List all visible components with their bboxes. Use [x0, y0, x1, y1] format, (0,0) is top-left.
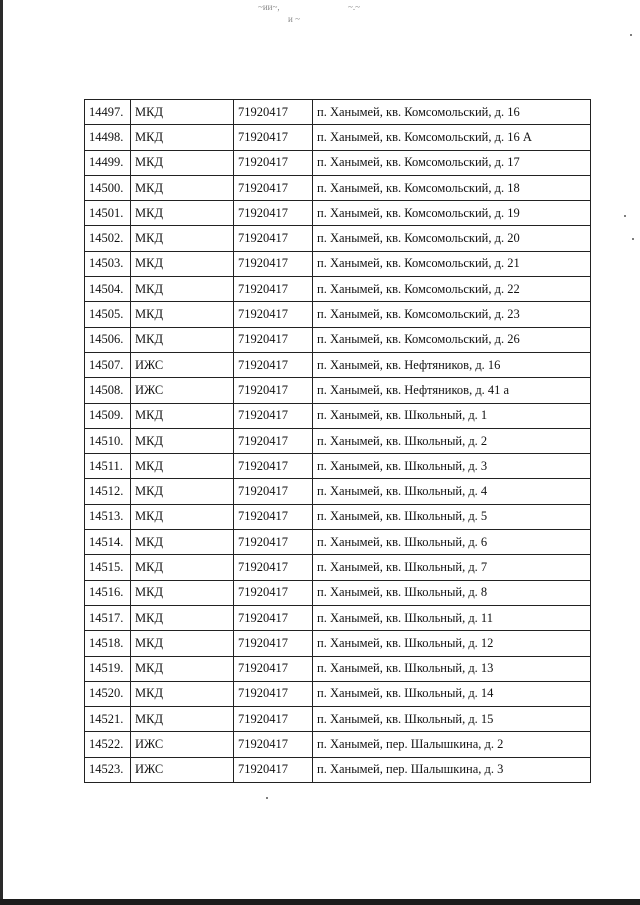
oktmo-code-cell: 71920417 — [234, 454, 313, 479]
row-number-cell: 14519. — [85, 656, 131, 681]
oktmo-code-cell: 71920417 — [234, 150, 313, 175]
row-number-cell: 14522. — [85, 732, 131, 757]
table-row — [85, 707, 591, 732]
oktmo-code-cell: 71920417 — [234, 428, 313, 453]
building-type-cell: МКД — [131, 403, 234, 428]
row-number-cell: 14521. — [85, 707, 131, 732]
table-row — [85, 201, 591, 226]
row-number-cell: 14497. — [85, 100, 131, 125]
oktmo-code-cell: 71920417 — [234, 125, 313, 150]
row-number-cell: 14500. — [85, 175, 131, 200]
address-cell: п. Ханымей, кв. Школьный, д. 4 — [313, 479, 591, 504]
address-cell: п. Ханымей, кв. Школьный, д. 13 — [313, 656, 591, 681]
table-row — [85, 100, 591, 125]
table-row — [85, 454, 591, 479]
oktmo-code-cell: 71920417 — [234, 277, 313, 302]
table-row — [85, 378, 591, 403]
table-row — [85, 656, 591, 681]
table-row — [85, 504, 591, 529]
building-type-cell: ИЖС — [131, 378, 234, 403]
row-number-cell: 14502. — [85, 226, 131, 251]
table-row — [85, 150, 591, 175]
row-number-cell: 14511. — [85, 454, 131, 479]
row-number-cell: 14523. — [85, 757, 131, 782]
table-row — [85, 251, 591, 276]
table-row — [85, 479, 591, 504]
building-type-cell: ИЖС — [131, 352, 234, 377]
oktmo-code-cell: 71920417 — [234, 352, 313, 377]
building-type-cell: МКД — [131, 251, 234, 276]
table-row — [85, 403, 591, 428]
oktmo-code-cell: 71920417 — [234, 580, 313, 605]
table-row — [85, 631, 591, 656]
building-type-cell: МКД — [131, 327, 234, 352]
table-row — [85, 175, 591, 200]
address-cell: п. Ханымей, кв. Нефтяников, д. 16 — [313, 352, 591, 377]
table-row — [85, 605, 591, 630]
row-number-cell: 14510. — [85, 428, 131, 453]
address-cell: п. Ханымей, кв. Комсомольский, д. 16 — [313, 100, 591, 125]
table-row — [85, 302, 591, 327]
row-number-cell: 14503. — [85, 251, 131, 276]
row-number-cell: 14516. — [85, 580, 131, 605]
address-cell: п. Ханымей, кв. Комсомольский, д. 23 — [313, 302, 591, 327]
table-row — [85, 530, 591, 555]
address-cell: п. Ханымей, пер. Шалышкина, д. 3 — [313, 757, 591, 782]
header-scan-mark: ~ии~, — [258, 2, 280, 12]
row-number-cell: 14520. — [85, 681, 131, 706]
address-cell: п. Ханымей, кв. Школьный, д. 2 — [313, 428, 591, 453]
address-cell: п. Ханымей, кв. Школьный, д. 5 — [313, 504, 591, 529]
oktmo-code-cell: 71920417 — [234, 605, 313, 630]
building-type-cell: МКД — [131, 707, 234, 732]
row-number-cell: 14514. — [85, 530, 131, 555]
scan-speck — [624, 215, 626, 217]
building-type-cell: МКД — [131, 555, 234, 580]
table-row — [85, 352, 591, 377]
row-number-cell: 14501. — [85, 201, 131, 226]
address-cell: п. Ханымей, кв. Школьный, д. 11 — [313, 605, 591, 630]
address-cell: п. Ханымей, кв. Школьный, д. 6 — [313, 530, 591, 555]
building-type-cell: МКД — [131, 150, 234, 175]
building-type-cell: МКД — [131, 100, 234, 125]
table-row — [85, 757, 591, 782]
table-row — [85, 555, 591, 580]
table-row — [85, 327, 591, 352]
address-cell: п. Ханымей, кв. Школьный, д. 12 — [313, 631, 591, 656]
oktmo-code-cell: 71920417 — [234, 555, 313, 580]
oktmo-code-cell: 71920417 — [234, 479, 313, 504]
table-row — [85, 428, 591, 453]
address-cell: п. Ханымей, пер. Шалышкина, д. 2 — [313, 732, 591, 757]
header-scan-mark: и ~ — [288, 14, 300, 24]
address-cell: п. Ханымей, кв. Школьный, д. 8 — [313, 580, 591, 605]
building-type-cell: МКД — [131, 201, 234, 226]
scan-speck — [632, 238, 634, 240]
oktmo-code-cell: 71920417 — [234, 251, 313, 276]
oktmo-code-cell: 71920417 — [234, 226, 313, 251]
address-cell: п. Ханымей, кв. Комсомольский, д. 21 — [313, 251, 591, 276]
address-cell: п. Ханымей, кв. Школьный, д. 14 — [313, 681, 591, 706]
row-number-cell: 14506. — [85, 327, 131, 352]
oktmo-code-cell: 71920417 — [234, 530, 313, 555]
oktmo-code-cell: 71920417 — [234, 656, 313, 681]
building-type-cell: МКД — [131, 580, 234, 605]
building-type-cell: МКД — [131, 454, 234, 479]
oktmo-code-cell: 71920417 — [234, 327, 313, 352]
address-cell: п. Ханымей, кв. Школьный, д. 1 — [313, 403, 591, 428]
row-number-cell: 14505. — [85, 302, 131, 327]
oktmo-code-cell: 71920417 — [234, 100, 313, 125]
building-type-cell: МКД — [131, 605, 234, 630]
building-type-cell: МКД — [131, 125, 234, 150]
row-number-cell: 14499. — [85, 150, 131, 175]
building-type-cell: ИЖС — [131, 732, 234, 757]
oktmo-code-cell: 71920417 — [234, 302, 313, 327]
address-cell: п. Ханымей, кв. Школьный, д. 7 — [313, 555, 591, 580]
address-cell: п. Ханымей, кв. Школьный, д. 15 — [313, 707, 591, 732]
row-number-cell: 14515. — [85, 555, 131, 580]
building-type-cell: МКД — [131, 504, 234, 529]
oktmo-code-cell: 71920417 — [234, 732, 313, 757]
oktmo-code-cell: 71920417 — [234, 175, 313, 200]
oktmo-code-cell: 71920417 — [234, 707, 313, 732]
oktmo-code-cell: 71920417 — [234, 201, 313, 226]
row-number-cell: 14513. — [85, 504, 131, 529]
address-cell: п. Ханымей, кв. Школьный, д. 3 — [313, 454, 591, 479]
address-cell: п. Ханымей, кв. Комсомольский, д. 18 — [313, 175, 591, 200]
address-cell: п. Ханымей, кв. Комсомольский, д. 19 — [313, 201, 591, 226]
oktmo-code-cell: 71920417 — [234, 403, 313, 428]
row-number-cell: 14512. — [85, 479, 131, 504]
building-type-cell: МКД — [131, 428, 234, 453]
scan-bottom-edge — [0, 899, 640, 905]
address-cell: п. Ханымей, кв. Комсомольский, д. 16 А — [313, 125, 591, 150]
oktmo-code-cell: 71920417 — [234, 757, 313, 782]
oktmo-code-cell: 71920417 — [234, 378, 313, 403]
row-number-cell: 14504. — [85, 277, 131, 302]
oktmo-code-cell: 71920417 — [234, 681, 313, 706]
building-type-cell: МКД — [131, 681, 234, 706]
table-row — [85, 681, 591, 706]
oktmo-code-cell: 71920417 — [234, 504, 313, 529]
building-type-cell: МКД — [131, 302, 234, 327]
building-type-cell: МКД — [131, 530, 234, 555]
table-row — [85, 125, 591, 150]
building-type-cell: МКД — [131, 226, 234, 251]
row-number-cell: 14509. — [85, 403, 131, 428]
row-number-cell: 14507. — [85, 352, 131, 377]
address-cell: п. Ханымей, кв. Комсомольский, д. 26 — [313, 327, 591, 352]
table-row — [85, 732, 591, 757]
row-number-cell: 14518. — [85, 631, 131, 656]
table-row — [85, 580, 591, 605]
address-cell: п. Ханымей, кв. Комсомольский, д. 22 — [313, 277, 591, 302]
building-type-cell: ИЖС — [131, 757, 234, 782]
table-row — [85, 226, 591, 251]
building-type-cell: МКД — [131, 277, 234, 302]
address-cell: п. Ханымей, кв. Нефтяников, д. 41 а — [313, 378, 591, 403]
building-type-cell: МКД — [131, 175, 234, 200]
scan-speck — [266, 797, 268, 799]
scan-left-edge — [0, 0, 3, 905]
header-scan-mark: ~.~ — [348, 2, 360, 12]
row-number-cell: 14517. — [85, 605, 131, 630]
address-cell: п. Ханымей, кв. Комсомольский, д. 17 — [313, 150, 591, 175]
oktmo-code-cell: 71920417 — [234, 631, 313, 656]
registry-table — [84, 99, 591, 783]
building-type-cell: МКД — [131, 631, 234, 656]
scan-speck — [630, 34, 632, 36]
row-number-cell: 14508. — [85, 378, 131, 403]
table-row — [85, 277, 591, 302]
address-cell: п. Ханымей, кв. Комсомольский, д. 20 — [313, 226, 591, 251]
building-type-cell: МКД — [131, 479, 234, 504]
row-number-cell: 14498. — [85, 125, 131, 150]
building-type-cell: МКД — [131, 656, 234, 681]
